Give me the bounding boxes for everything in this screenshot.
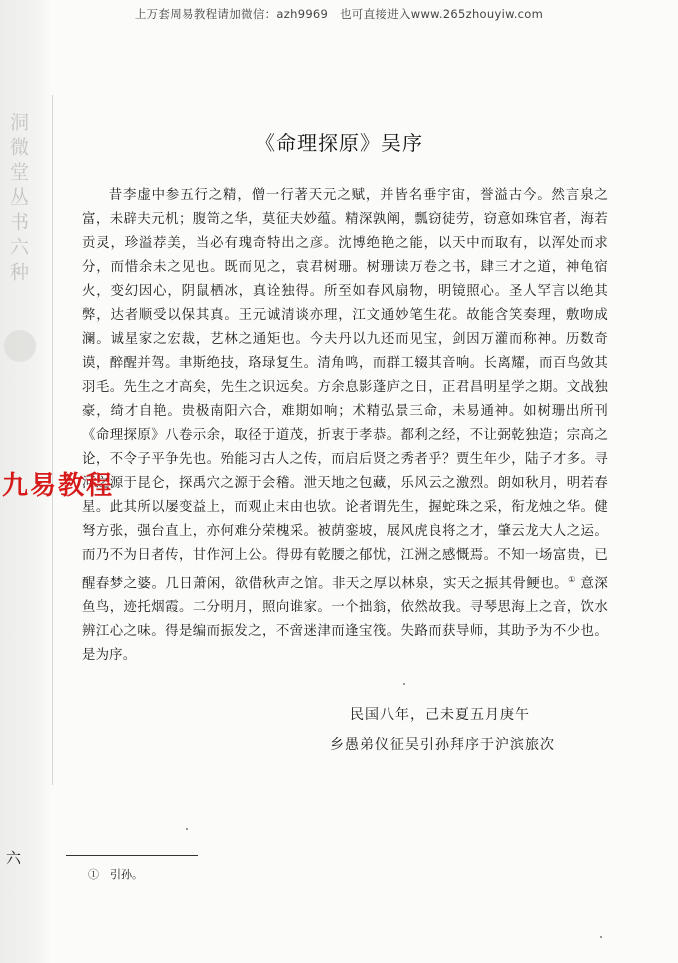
page-title: 《命理探原》吴序 xyxy=(255,131,423,155)
signature-date: 民国八年，己未夏五月庚午 xyxy=(350,707,530,723)
seal-stamp-icon xyxy=(4,330,36,362)
spine-edge-line xyxy=(52,95,53,785)
header-notice: 上万套周易教程请加微信：azh9969 也可直接进入www.265zhouyiw.com xyxy=(134,7,544,21)
watermark-logo: 九易教程 xyxy=(2,471,115,501)
footnote-marker: ① xyxy=(568,575,576,584)
preface-body-part1: 昔李虚中参五行之精，僧一行著天元之赋，并皆名垂宇宙，誉溢古今。然言泉之富，未辟夫元机；腹笥之华，莫征夫妙蕴。精深孰阐，瓢窃徒劳，窃意如珠官者，海若贡灵，珍溢荐美，当必有瑰奇特出之彦。沈博绝艳之能，以天中而取有，以浑处而求分，而惜余未之见也。既而见之，袁君树珊。树珊读万卷之书，肆三才之道，神龟宿火，变幻因心，阴鼠栖冰，真诠独得。所至如春风扇物，明镜照心。圣人罕言以绝其弊，达者顺受以保其真。王元诚清谈亦理，江文通妙笔生花。故能含笑奏理，敷吻成澜。诚星家之宏裁，艺林之通矩也。今夫丹以九还而见宝，剑因万灌而称神。历数奇谟，醉醒并驾。聿斯绝技，珞琭复生。清角鸣，而群工辍其音响。长离耀，而百鸟敛其羽毛。先生之才高矣，先生之识远矣。方余息影蓬庐之日，正君昌明星学之期。文战独豪，绮才自艳。贵极南阳六合，难期如响；术精弘景三命，未易通神。如树珊出所刊《命理探原》八卷示余，取径于道茂，折衷于孝恭。都利之经，不让弼乾独造；宗高之论，不令子平争先也。殆能习古人之传，而启后贤之秀者乎？贾生年少，陆子才多。寻河之源于昆仑，探禹穴之源于会稽。泄天地之包藏，乐风云之激烈。朗如秋月，明若春星。此其所以屡变益上，而观止末由也欤。论者谓先生，握蛇珠之采，衔龙烛之华。健弩方张，强台直上，亦何难分荣槐采。被荫銮坡，展风虎良将之才，肇云龙大人之运。而乃不为日者传，甘作河上公。得毋有乾腰之郁忧，江洲之感慨焉。不知一场富贵，已醒春梦之婆。几日萧闲，欲借秋声之馆。非天之厚以林泉，实天之振其骨鲠也。 xyxy=(82,188,608,592)
page-number: 六 xyxy=(6,849,22,867)
signature-author: 乡愚弟仪征吴引孙拜序于沪滨旅次 xyxy=(330,737,555,753)
scan-speck xyxy=(600,936,602,938)
scan-speck xyxy=(186,828,188,830)
preface-body xyxy=(82,184,608,668)
spine-series-title: 洞微堂丛书六种 xyxy=(7,112,29,287)
preface-body-part2: 意深鱼鸟，迹托烟霞。二分明月，照向谁家。一个拙翁，依然故我。寻琴思海上之音，饮水辨江心之味。得是编而振发之，不啻迷津而逢宝筏。失路而获导师，其助予为不少也。是为序。 xyxy=(82,576,608,664)
footnote-divider xyxy=(66,855,198,856)
scan-speck xyxy=(403,683,405,685)
footnote: ① 引孙。 xyxy=(88,868,143,881)
